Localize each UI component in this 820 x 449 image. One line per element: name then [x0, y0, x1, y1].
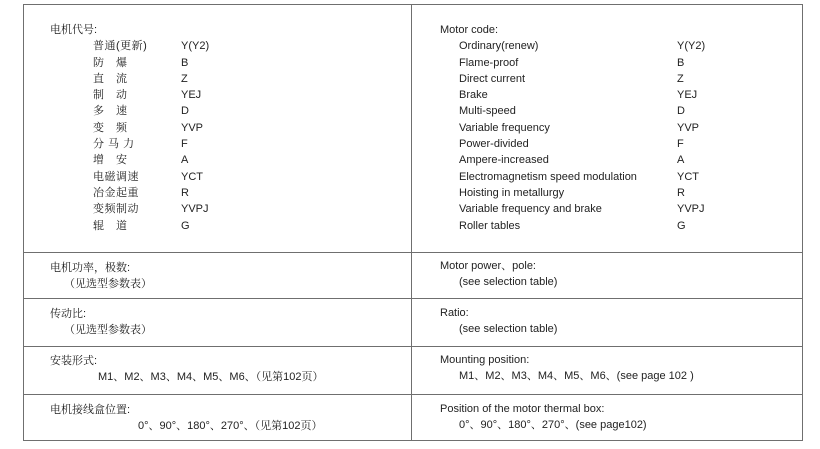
motor-power-zh-title: 电机功率，极数:	[50, 262, 131, 274]
ratio-zh	[50, 306, 152, 339]
motor-code-en-name: Direct current	[459, 72, 526, 85]
motor-code-value: Y(Y2)	[181, 40, 210, 53]
motor-power-zh-sub: （见选型参数表）	[64, 278, 152, 291]
terminal-box-zh-sub: 0°、90°、180°、270°、（见第102页）	[138, 420, 323, 433]
motor-code-row	[50, 152, 261, 168]
motor-code-value: Y(Y2)	[677, 40, 706, 53]
row-divider	[23, 298, 803, 299]
mounting-en	[440, 352, 694, 385]
motor-code-value: YVPJ	[677, 203, 705, 216]
ratio-en-sub: (see selection table)	[459, 323, 558, 336]
motor-code-value: A	[677, 154, 685, 167]
motor-code-value: F	[677, 138, 684, 151]
mounting-zh-sub: M1、M2、M3、M4、M5、M6、（见第102页）	[98, 371, 324, 384]
motor-code-en-name: Flame-proof	[459, 56, 519, 69]
motor-code-value: YEJ	[181, 89, 202, 102]
motor-code-zh-title: 电机代号:	[50, 24, 98, 36]
motor-code-row	[50, 136, 261, 152]
column-divider	[411, 4, 412, 441]
motor-code-zh-name: 辊 道	[93, 219, 128, 232]
motor-code-value: D	[677, 105, 685, 118]
ratio-zh-title: 传动比:	[50, 308, 87, 320]
terminal-box-en	[440, 401, 647, 434]
motor-code-row	[440, 152, 737, 168]
motor-code-zh-name: 普通(更新)	[93, 40, 148, 53]
motor-code-zh-name: 多 速	[93, 105, 128, 118]
motor-code-value: YCT	[677, 170, 699, 183]
motor-code-row	[440, 87, 737, 103]
motor-code-value: R	[677, 186, 685, 199]
motor-code-value: Z	[181, 72, 188, 85]
motor-code-value: YEJ	[677, 89, 698, 102]
motor-code-value: YVPJ	[181, 203, 209, 216]
terminal-box-zh	[50, 402, 323, 435]
motor-code-en-name: Roller tables	[459, 219, 521, 232]
motor-code-value: F	[181, 138, 188, 151]
motor-power-en-sub: (see selection table)	[459, 276, 558, 289]
ratio-en-title: Ratio:	[440, 307, 469, 319]
motor-code-row	[440, 120, 737, 136]
motor-code-row	[50, 201, 261, 217]
motor-code-row	[50, 38, 261, 54]
motor-code-row	[440, 136, 737, 152]
motor-code-row	[50, 55, 261, 71]
motor-code-zh-name: 变 频	[93, 121, 128, 134]
motor-code-row	[50, 71, 261, 87]
mounting-en-title: Mounting position:	[440, 354, 530, 366]
motor-code-en-name: Ordinary(renew)	[459, 40, 539, 53]
motor-code-zh	[50, 22, 261, 234]
motor-code-en-name: Variable frequency and brake	[459, 203, 602, 216]
motor-code-row	[440, 103, 737, 119]
terminal-box-en-title: Position of the motor thermal box:	[440, 403, 605, 415]
motor-code-row	[440, 71, 737, 87]
motor-code-row	[440, 218, 737, 234]
motor-code-en-title: Motor code:	[440, 24, 499, 36]
motor-code-en-name: Ampere-increased	[459, 154, 549, 167]
motor-code-row	[50, 120, 261, 136]
motor-code-zh-name: 分 马 力	[93, 138, 135, 151]
motor-code-en-list	[440, 38, 737, 234]
motor-code-zh-name: 制 动	[93, 89, 128, 102]
motor-code-row	[440, 55, 737, 71]
motor-code-value: Z	[677, 72, 684, 85]
terminal-box-zh-title: 电机接线盒位置:	[50, 404, 131, 416]
motor-code-row	[50, 103, 261, 119]
motor-code-en-name: Power-divided	[459, 138, 529, 151]
motor-code-zh-name: 变频制动	[93, 203, 139, 216]
ratio-en	[440, 305, 557, 338]
motor-power-en	[440, 258, 557, 291]
ratio-zh-sub: （见选型参数表）	[64, 324, 152, 337]
mounting-zh-title: 安装形式:	[50, 355, 98, 367]
motor-code-row	[440, 185, 737, 201]
motor-code-value: YVP	[677, 121, 700, 134]
motor-code-value: YVP	[181, 121, 204, 134]
motor-code-value: G	[181, 219, 190, 232]
motor-code-row	[50, 169, 261, 185]
mounting-en-sub: M1、M2、M3、M4、M5、M6、(see page 102 )	[459, 370, 694, 383]
motor-code-value: A	[181, 154, 189, 167]
motor-code-row	[440, 38, 737, 54]
motor-code-value: B	[677, 56, 685, 69]
motor-code-en-name: Brake	[459, 89, 488, 102]
motor-code-row	[440, 169, 737, 185]
motor-code-row	[50, 185, 261, 201]
motor-code-zh-name: 电磁调速	[93, 170, 139, 183]
motor-code-zh-name: 直 流	[93, 72, 128, 85]
motor-code-en-name: Multi-speed	[459, 105, 516, 118]
motor-code-value: YCT	[181, 170, 203, 183]
motor-code-row	[50, 87, 261, 103]
motor-power-zh	[50, 260, 152, 293]
motor-code-en-name: Electromagnetism speed modulation	[459, 170, 637, 183]
row-divider	[23, 394, 803, 395]
motor-code-value: G	[677, 219, 686, 232]
motor-code-en-name: Hoisting in metallurgy	[459, 186, 565, 199]
motor-code-zh-name: 防 爆	[93, 56, 128, 69]
motor-code-row	[440, 201, 737, 217]
motor-power-en-title: Motor power、pole:	[440, 260, 536, 272]
motor-code-zh-name: 增 安	[93, 154, 128, 167]
terminal-box-en-sub: 0°、90°、180°、270°、(see page102)	[459, 419, 647, 432]
motor-code-value: D	[181, 105, 189, 118]
row-divider	[23, 346, 803, 347]
motor-code-zh-name: 冶金起重	[93, 186, 139, 199]
motor-code-en	[440, 22, 737, 234]
motor-code-en-name: Variable frequency	[459, 121, 550, 134]
motor-code-value: B	[181, 56, 189, 69]
row-divider	[23, 252, 803, 253]
motor-code-zh-list	[50, 38, 261, 234]
motor-code-row	[50, 218, 261, 234]
motor-code-value: R	[181, 186, 189, 199]
mounting-zh	[50, 353, 324, 386]
